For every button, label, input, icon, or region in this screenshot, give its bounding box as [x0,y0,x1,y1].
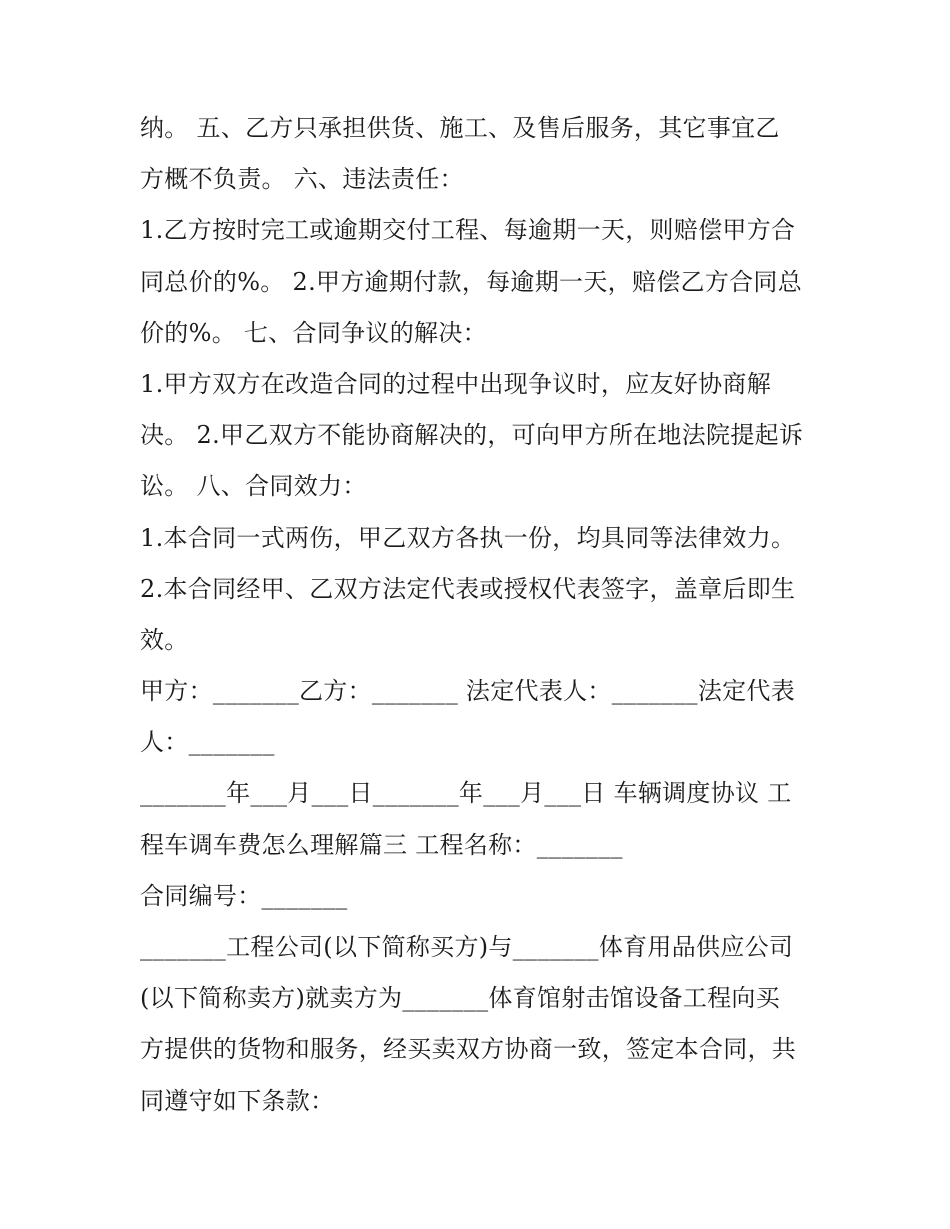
text-line: _______工程公司(以下简称买方)与_______体育用品供应公司 [140,933,794,961]
text-line: 价的%。 七、合同争议的解决： [140,318,487,347]
text-line: 效。 [140,625,189,654]
text-line: 同总价的%。 2.甲方逾期付款，每逾期一天，赔偿乙方合同总 [140,267,803,296]
text-line: 同遵守如下条款： [140,1086,335,1115]
text-line: 讼。 八、合同效力： [140,472,367,501]
text-line: 1.甲方双方在改造合同的过程中出现争议时，应友好协商解 [140,369,771,398]
signature-line: 甲方：_______乙方：_______ 法定代表人：_______法定代表 [140,677,796,706]
contract-number-line: 合同编号：_______ [140,881,348,910]
text-line: 2.本合同经甲、乙双方法定代表或授权代表签字，盖章后即生 [140,574,796,603]
text-line: 1.乙方按时完工或逾期交付工程、每逾期一天，则赔偿甲方合 [140,216,796,245]
contract-text [140,103,820,1127]
text-line: 决。 2.甲乙双方不能协商解决的，可向甲方所在地法院提起诉 [140,421,804,450]
text-line: 方提供的货物和服务，经买卖双方协商一致，签定本合同，共 [140,1035,797,1064]
text-line: 1.本合同一式两伤，甲乙双方各执一份，均具同等法律效力。 [140,523,796,552]
text-line: (以下简称卖方)就卖方为_______体育馆射击馆设备工程向买 [140,984,781,1013]
signature-line: 人：_______ [140,728,275,757]
section-title-line: 程车调车费怎么理解篇三 工程名称：_______ [140,830,623,859]
date-line: _______年___月___日_______年___月___日 车辆调度协议 工 [140,779,792,808]
text-line: 纳。 五、乙方只承担供货、施工、及售后服务，其它事宜乙 [140,114,780,142]
text-line: 方概不负责。 六、违法责任： [140,165,464,194]
